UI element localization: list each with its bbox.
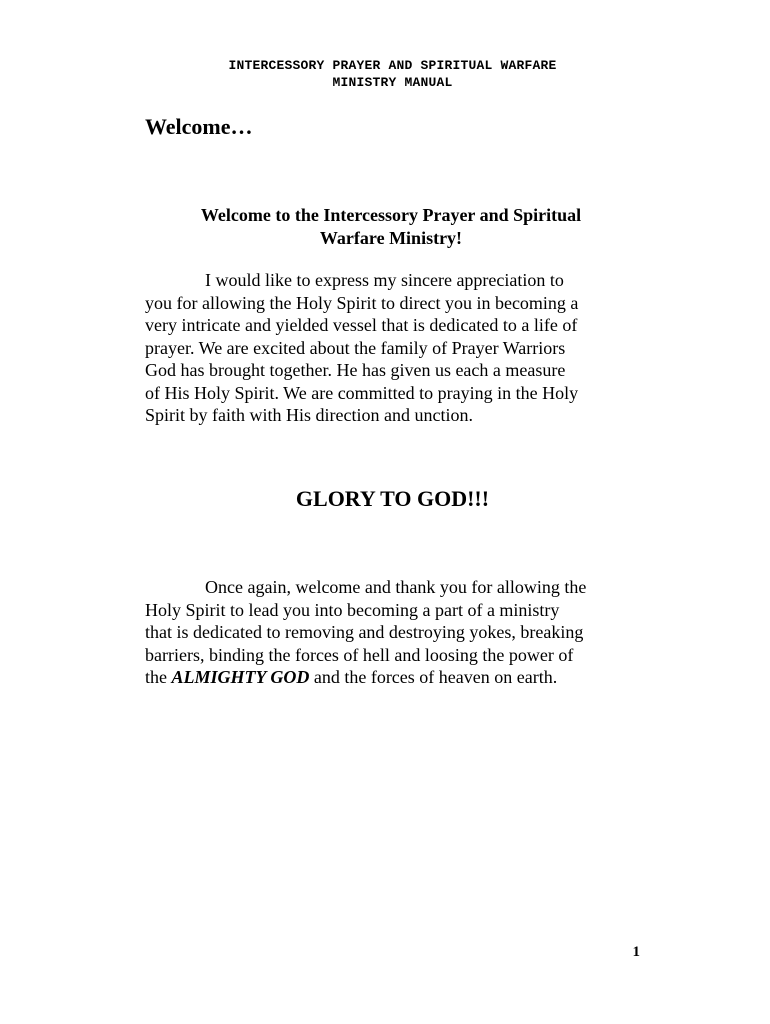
page-number: 1 — [632, 944, 640, 960]
paragraph-line: God has brought together. He has given us each a measure — [145, 360, 566, 380]
welcome-title-line-1: Welcome to the Intercessory Prayer and Spiritual — [200, 205, 582, 225]
running-header — [0, 57, 770, 91]
paragraph-line: prayer. We are excited about the family of Prayer Warriors — [145, 337, 566, 358]
welcome-title — [145, 204, 637, 250]
paragraph-last-line — [145, 666, 640, 689]
paragraph-line: of His Holy Spirit. We are committed to praying in the Holy — [145, 382, 579, 403]
running-header-line-2: MINISTRY MANUAL — [332, 75, 453, 90]
paragraph-line: Once again, welcome and thank you for allowing the — [205, 577, 587, 597]
paragraph-line: Spirit by faith with His direction and unction. — [145, 405, 473, 425]
paragraph-line: you for allowing the Holy Spirit to direct you in becoming a — [145, 292, 579, 313]
section-heading: Welcome… — [145, 114, 253, 139]
paragraph-line: I would like to express my sincere appreciation to — [205, 270, 564, 290]
paragraph-line: that is dedicated to removing and destroying yokes, breaking — [145, 622, 584, 642]
welcome-title-line-2: Warfare Ministry! — [319, 228, 463, 248]
paragraph-line: very intricate and yielded vessel that is dedicated to a life of — [145, 315, 578, 335]
appreciation-paragraph — [145, 269, 640, 427]
paragraph-line: barriers, binding the forces of hell and loosing the power of — [145, 644, 574, 665]
almighty-god-emphasis: ALMIGHTY GOD — [171, 667, 310, 687]
last-line-suffix: and the forces of heaven on earth. — [309, 667, 558, 687]
paragraph-line: Holy Spirit to lead you into becoming a part of a ministry — [145, 599, 560, 620]
last-line-prefix: the — [145, 667, 172, 687]
running-header-line-1: INTERCESSORY PRAYER AND SPIRITUAL WARFARE — [228, 58, 557, 73]
closing-paragraph — [145, 576, 640, 689]
glory-heading: GLORY TO GOD!!! — [295, 486, 490, 511]
